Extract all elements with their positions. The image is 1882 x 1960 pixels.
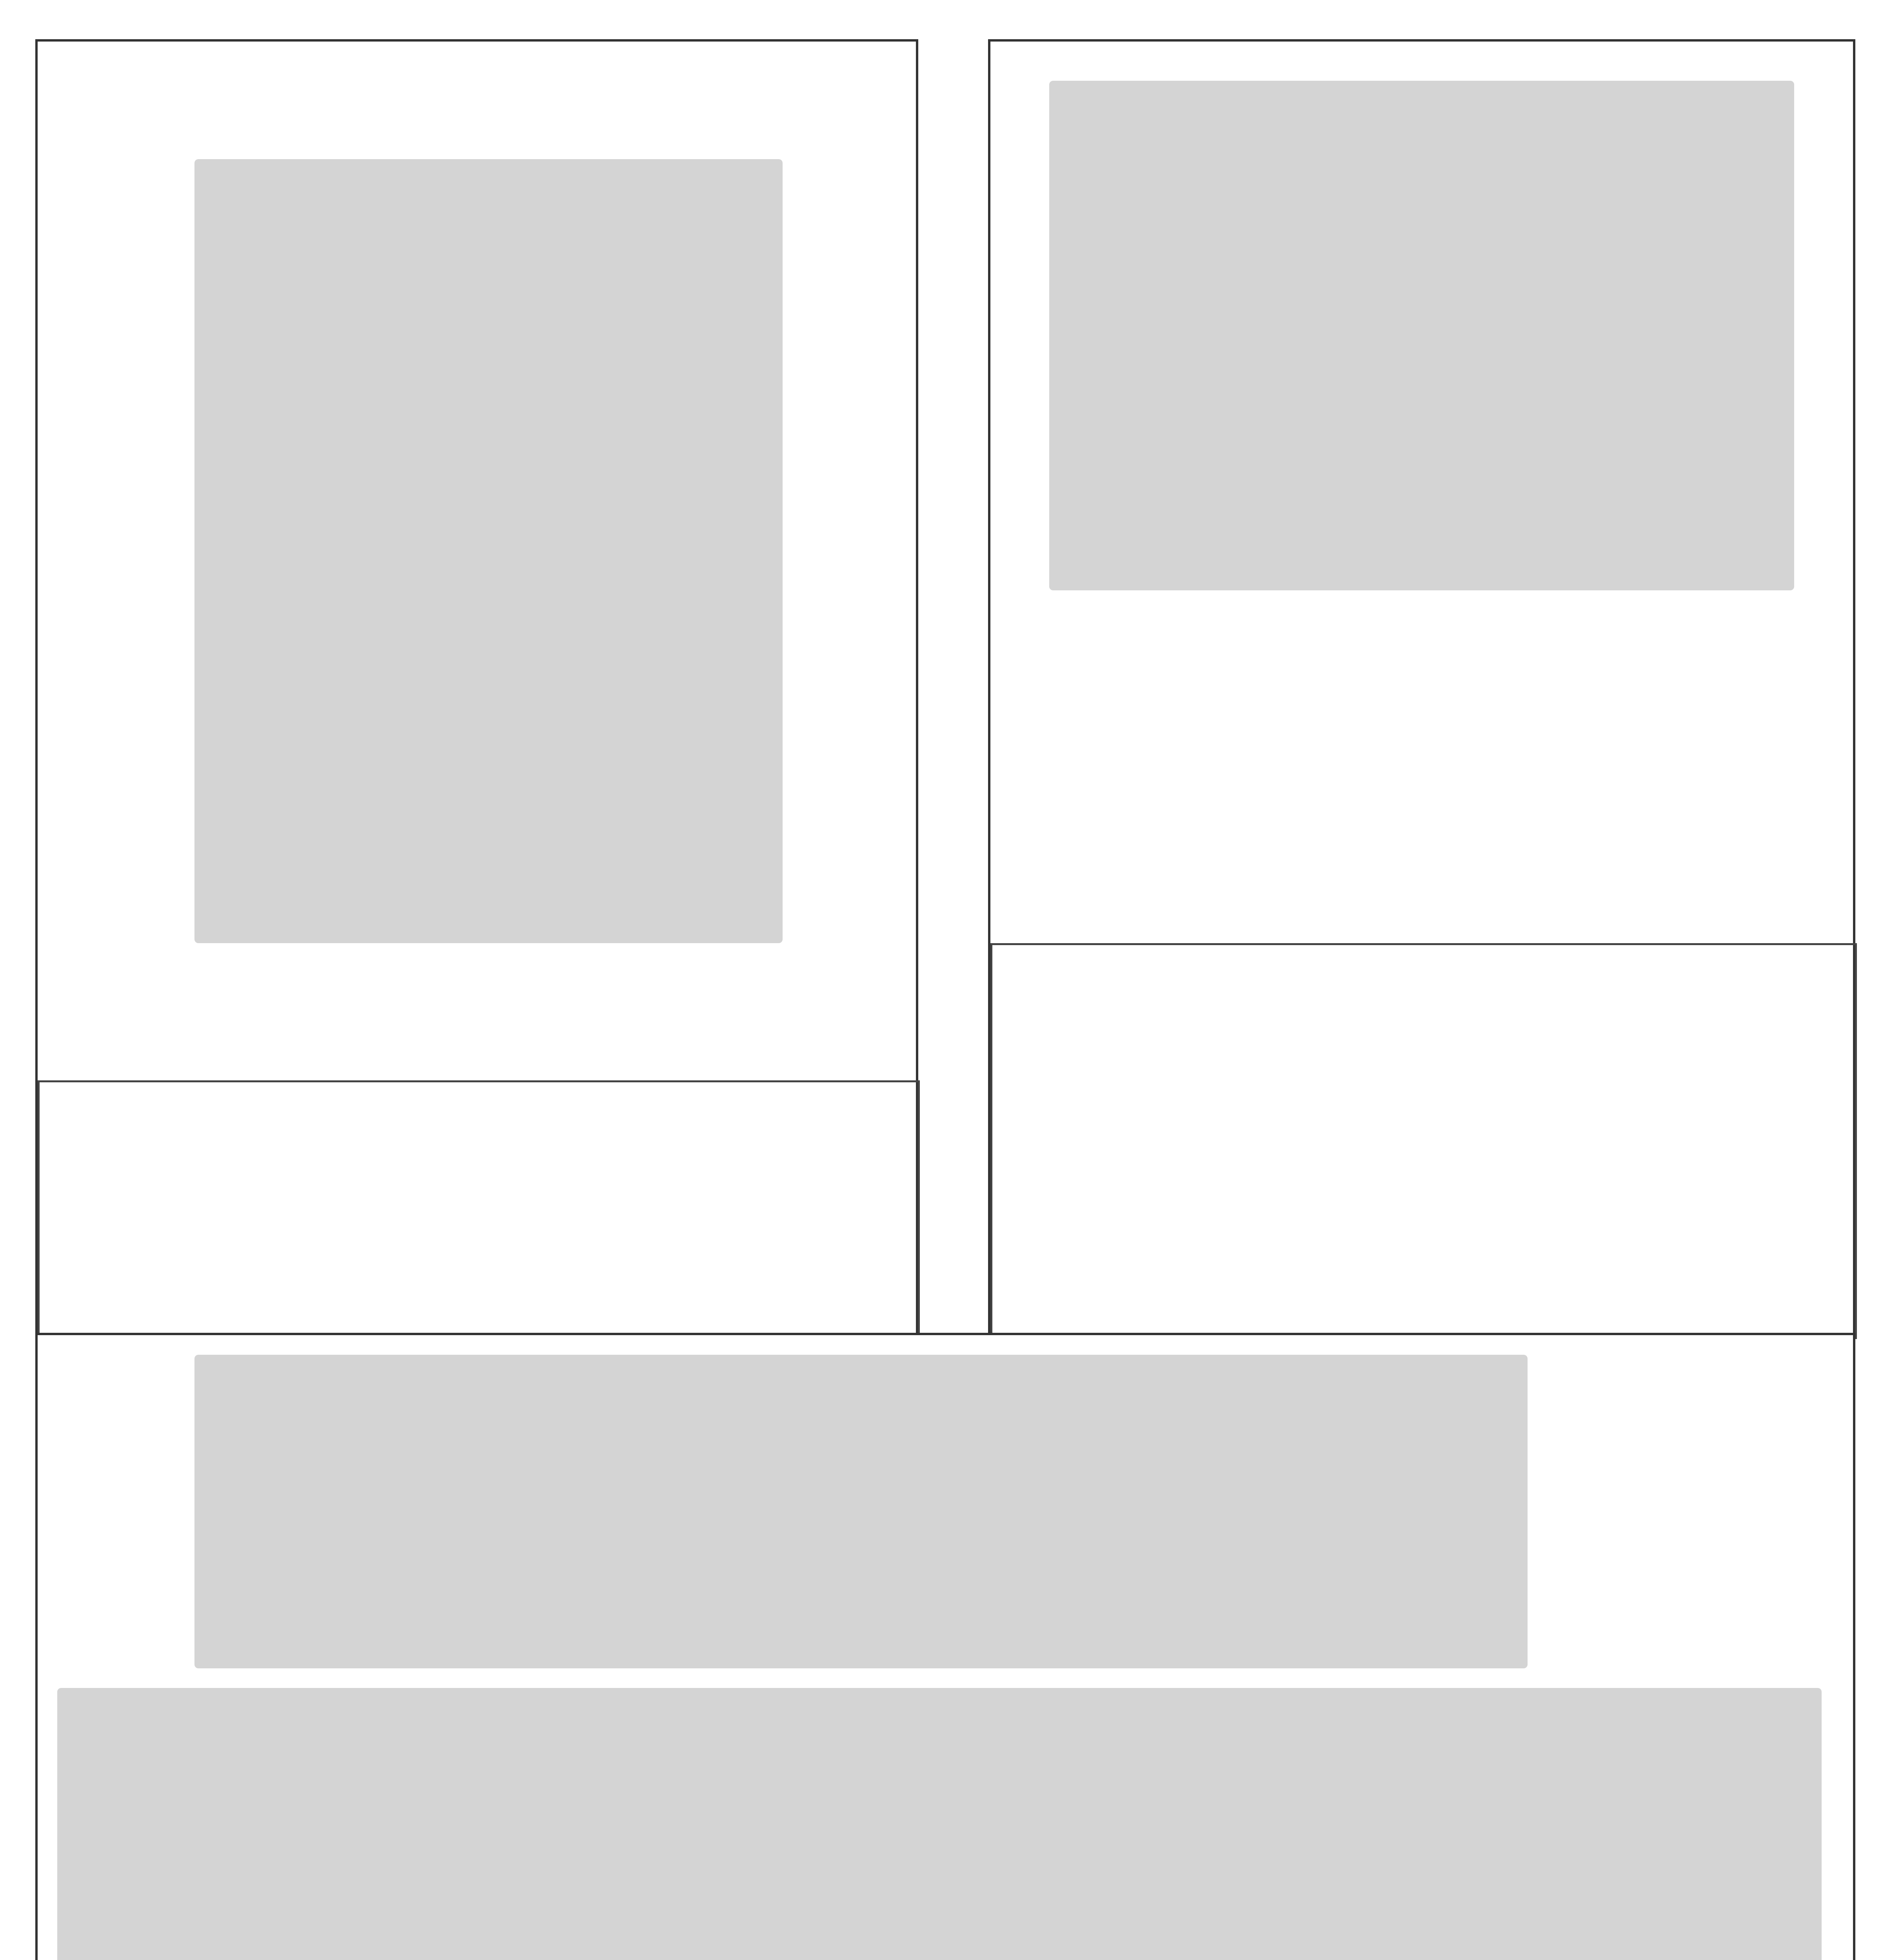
stamp-block bbox=[38, 1080, 920, 1339]
sheet-bottom bbox=[35, 1333, 1855, 1960]
title-block bbox=[194, 159, 783, 943]
drawing-area bbox=[194, 1355, 1528, 1668]
spec-table bbox=[57, 1688, 1822, 1960]
sheet-top-left bbox=[35, 39, 918, 1338]
contents-table bbox=[1049, 81, 1794, 590]
sheet-top-right bbox=[988, 39, 1855, 1338]
stamp-block bbox=[990, 943, 1857, 1339]
